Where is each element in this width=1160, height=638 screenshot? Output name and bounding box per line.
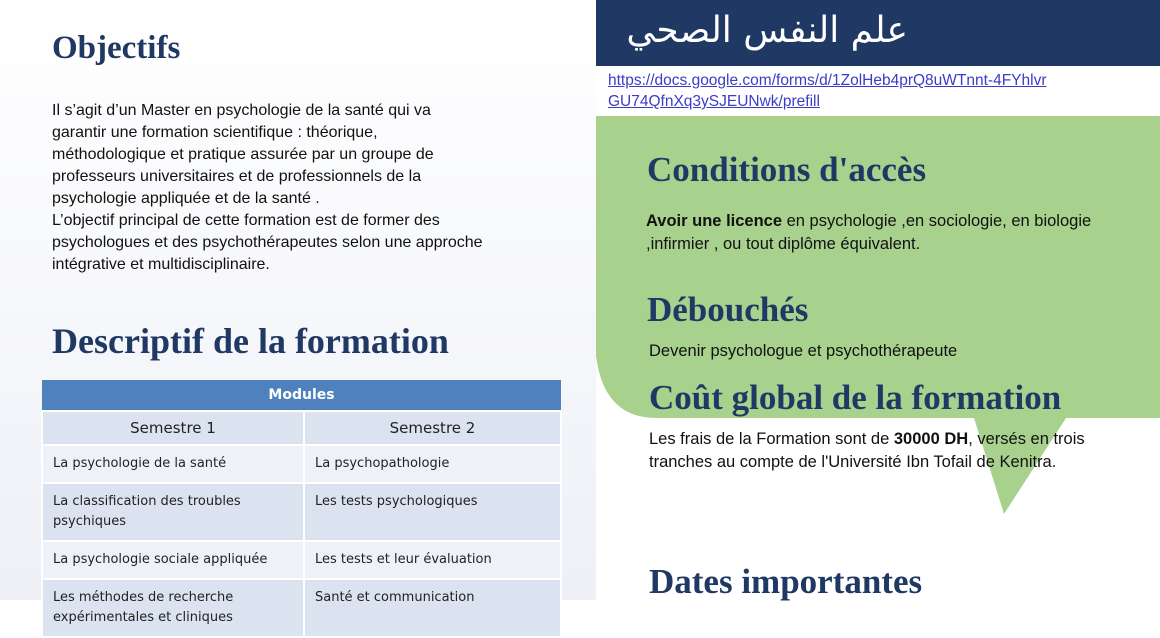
semester-2-header: Semestre 2 xyxy=(304,411,561,445)
table-cell: Les tests psychologiques xyxy=(304,483,561,541)
conditions-text xyxy=(646,210,1151,256)
table-row xyxy=(42,483,561,541)
debouches-text: Devenir psychologue et psychothérapeute xyxy=(649,342,958,360)
table-cell: Les méthodes de recherche expérimentales et cliniques xyxy=(42,579,304,637)
right-panel xyxy=(596,0,1160,600)
cost-amount: 30000 DH xyxy=(893,430,969,448)
cost-text-after: , versés en trois tranches au compte de l'Université Ibn Tofail de Kenitra. xyxy=(649,430,1085,471)
cost-text-before: Les frais de la Formation sont de xyxy=(649,430,894,448)
table-cell: La psychologie sociale appliquée xyxy=(42,541,304,579)
modules-header: Modules xyxy=(42,380,561,411)
semester-1-header: Semestre 1 xyxy=(42,411,304,445)
modules-table xyxy=(41,380,562,638)
arabic-title: علم النفس الصحي xyxy=(626,10,908,51)
objectives-text: Il s’agit d’un Master en psychologie de la santé qui va garantir une formation scientifique : théorique, méthodologique et pratique assurée par un groupe de professeurs universitaires et de professionnels de la psychologie appliquée et de la santé . L’objectif principal de cette formation est de former des psychologues et des psychothérapeutes selon une approche intégrative et multidisciplinaire. xyxy=(52,102,483,273)
debouches-title: Débouchés xyxy=(647,290,809,329)
cost-title: Coût global de la formation xyxy=(649,378,1062,417)
conditions-title: Conditions d'accès xyxy=(647,150,927,189)
table-cell: Santé et communication xyxy=(304,579,561,637)
table-row xyxy=(42,541,561,579)
title-band xyxy=(596,0,1160,66)
registration-form-link[interactable]: https://docs.google.com/forms/d/1ZolHeb4prQ8uWTnnt-4FYhlvrGU74QfnXq3ySJEUNwk/prefill xyxy=(608,72,1047,110)
objectives-title: Objectifs xyxy=(52,30,181,66)
table-row xyxy=(42,445,561,483)
description-title: Descriptif de la formation xyxy=(52,321,449,361)
table-row xyxy=(42,579,561,637)
cost-text xyxy=(649,428,1149,474)
conditions-bold: Avoir une licence xyxy=(646,212,783,230)
table-cell: Les tests et leur évaluation xyxy=(304,541,561,579)
dates-title: Dates importantes xyxy=(649,562,923,601)
table-cell: La classification des troubles psychiques xyxy=(42,483,304,541)
table-cell: La psychologie de la santé xyxy=(42,445,304,483)
conditions-rest: en psychologie ,en sociologie, en biologie ,infirmier , ou tout diplôme équivalent. xyxy=(646,212,1092,253)
table-cell: La psychopathologie xyxy=(304,445,561,483)
